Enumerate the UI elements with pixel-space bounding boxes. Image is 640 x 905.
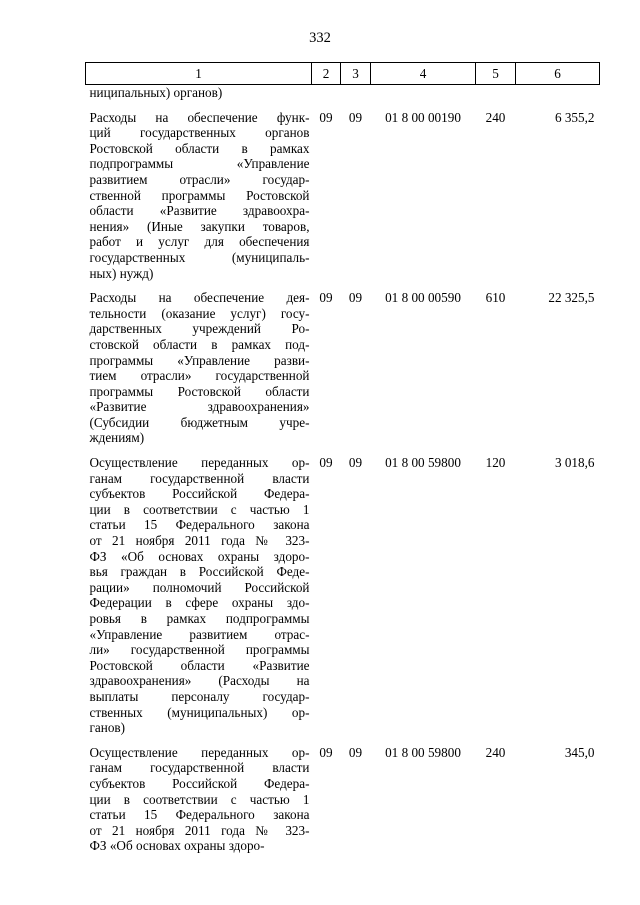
column-header-2: 2: [312, 63, 341, 85]
row-description: [86, 451, 312, 741]
description-line: тельности (оказание услуг) госу-: [89, 305, 310, 321]
table-row: [86, 451, 600, 741]
table-header-row: [86, 63, 600, 85]
description-line: стовской области в рамках под-: [89, 336, 310, 352]
amount-value: 22 325,5: [548, 290, 595, 306]
table-row: [86, 741, 600, 859]
row-description: [86, 286, 312, 451]
description-line: работ и услуг для обеспечения: [89, 234, 310, 250]
column-header-6: 6: [516, 63, 600, 85]
section-code: 09: [319, 290, 333, 306]
description-line: ФЗ «Об основах охраны здоро-: [89, 548, 310, 564]
description-line: субъектов Российской Федера-: [89, 486, 310, 502]
description-line: развитием отрасли» государ-: [89, 171, 310, 187]
table-row: [86, 286, 600, 451]
description-line: ганов): [89, 720, 126, 736]
amount-value: 6 355,2: [554, 109, 595, 125]
description-line: Федерации в сфере охраны здо-: [89, 595, 310, 611]
continuation-text: ниципальных) органов): [89, 85, 223, 100]
description-line: ганам государственной власти: [89, 760, 310, 776]
target-article-code: 01 8 00 00590: [385, 290, 461, 306]
page-number: 332: [309, 30, 331, 46]
description-line: программы Ростовской области: [89, 383, 310, 399]
description-line: (Субсидии бюджетным учре-: [89, 414, 310, 430]
description-line: ганам государственной власти: [89, 470, 310, 486]
description-line: рации» полномочий Российской: [89, 579, 310, 595]
subsection-code: 09: [348, 109, 363, 125]
section-code: 09: [319, 744, 333, 760]
column-header-1: 1: [86, 63, 312, 85]
column-header-5: 5: [476, 63, 516, 85]
description-line: ственной программы Ростовской: [89, 187, 310, 203]
target-article-code: 01 8 00 00190: [385, 109, 461, 125]
description-line: ных) нужд): [89, 265, 154, 281]
expense-type-code: 240: [485, 744, 506, 760]
row-description: [86, 741, 312, 859]
column-header-4: 4: [371, 63, 476, 85]
description-line: ственных (муниципальных) ор-: [89, 704, 310, 720]
description-line: статьи 15 Федерального закона: [89, 807, 310, 823]
description-line: области «Развитие здравоохра-: [89, 203, 310, 219]
description-line: дарственных учреждений Ро-: [89, 321, 310, 337]
column-header-3: 3: [341, 63, 371, 85]
target-article-code: 01 8 00 59800: [385, 744, 461, 760]
description-line: «Развитие здравоохранения»: [89, 399, 310, 415]
target-article-code: 01 8 00 59800: [385, 455, 461, 471]
description-line: Расходы на обеспечение функ-: [89, 109, 310, 125]
amount-value: 3 018,6: [554, 455, 595, 471]
row-description: [86, 106, 312, 287]
description-line: Ростовской области в рамках: [89, 140, 310, 156]
section-code: 09: [319, 109, 333, 125]
description-line: Расходы на обеспечение дея-: [89, 290, 310, 306]
description-line: Осуществление переданных ор-: [89, 455, 310, 471]
expense-type-code: 610: [485, 290, 506, 306]
subsection-code: 09: [348, 744, 363, 760]
expense-type-code: 240: [485, 109, 506, 125]
description-line: тием отрасли» государственной: [89, 368, 310, 384]
amount-value: 345,0: [564, 744, 595, 760]
subsection-code: 09: [348, 455, 363, 471]
description-line: ждениям): [89, 430, 145, 446]
description-line: вья граждан в Российской Феде-: [89, 564, 310, 580]
description-line: ровья в рамках подпрограммы: [89, 611, 310, 626]
description-line: программы «Управление разви-: [89, 352, 310, 368]
description-line: здравоохранения» (Расходы на: [89, 673, 310, 689]
description-line: подпрограммы «Управление: [89, 156, 310, 172]
description-line: ции в соответствии с частью 1: [89, 501, 310, 517]
continuation-row: [86, 85, 600, 106]
description-line: от 21 ноября 2011 года № 323-: [89, 822, 310, 838]
description-line: государственных (муниципаль-: [89, 249, 310, 265]
description-line: от 21 ноября 2011 года № 323-: [89, 533, 310, 549]
description-line: ции в соответствии с частью 1: [89, 791, 310, 807]
expense-type-code: 120: [485, 455, 506, 471]
description-line: выплаты персоналу государ-: [89, 688, 310, 704]
table-row: [86, 106, 600, 287]
description-line: Ростовской области «Развитие: [89, 657, 310, 673]
description-line: «Управление развитием отрас-: [89, 626, 310, 642]
description-line: нения» (Иные закупки товаров,: [89, 218, 310, 234]
description-line: Осуществление переданных ор-: [89, 744, 310, 760]
section-code: 09: [319, 455, 333, 471]
description-line: субъектов Российской Федера-: [89, 775, 310, 791]
budget-table: [85, 62, 600, 859]
subsection-code: 09: [348, 290, 363, 306]
description-line: ФЗ «Об основах охраны здоро-: [89, 838, 265, 854]
description-line: ций государственных органов: [89, 125, 310, 141]
description-line: статьи 15 Федерального закона: [89, 517, 310, 533]
description-line: ли» государственной программы: [89, 642, 310, 658]
